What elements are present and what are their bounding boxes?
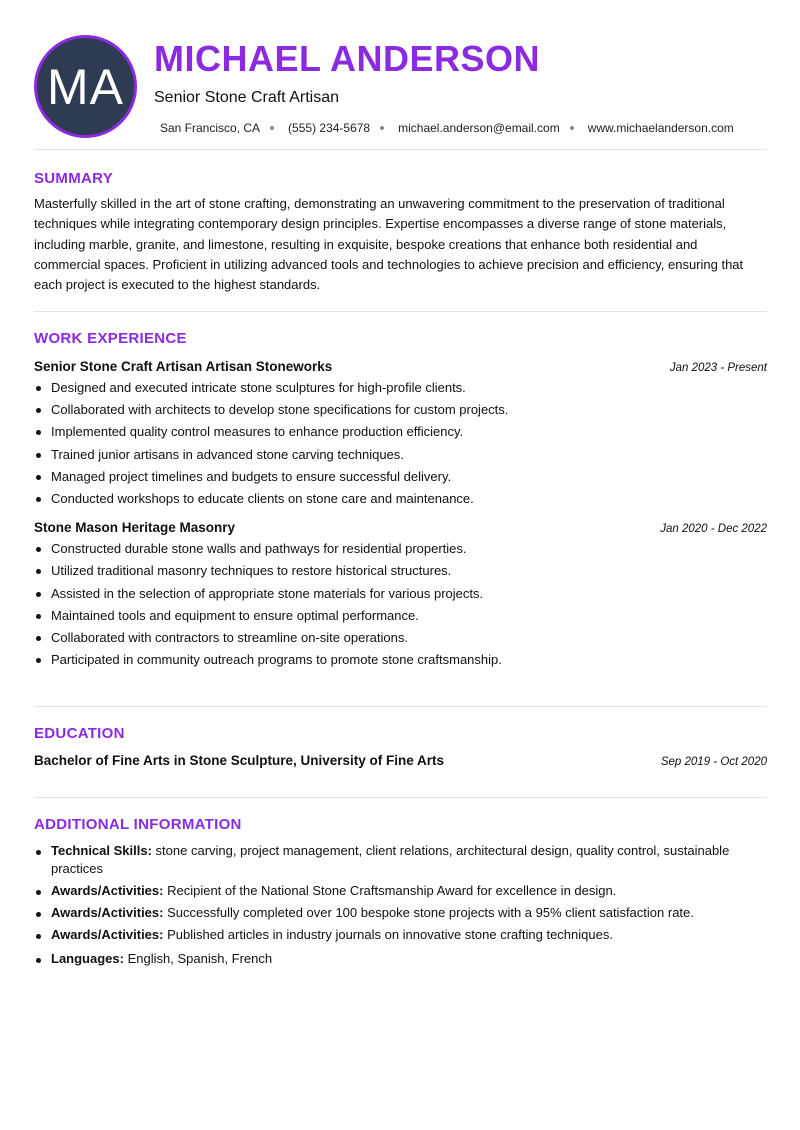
list-item: Maintained tools and equipment to ensure optimal performance. — [34, 605, 767, 627]
list-item: Constructed durable stone walls and pathways for residential properties. — [34, 538, 767, 560]
candidate-name: MICHAEL ANDERSON — [154, 38, 541, 79]
list-item: Languages: English, Spanish, French — [34, 950, 767, 968]
contact-info — [160, 121, 734, 135]
resume-header — [34, 0, 767, 150]
list-item: Collaborated with contractors to streamline on-site operations. — [34, 627, 767, 649]
additional-information-section — [34, 798, 767, 968]
degree: Bachelor of Fine Arts in Stone Sculpture, University of Fine Arts — [34, 753, 445, 768]
education-date: Sep 2019 - Oct 2020 — [660, 756, 767, 768]
list-item: Assisted in the selection of appropriate stone materials for various projects. — [34, 583, 767, 605]
separator-dot — [270, 126, 274, 130]
work-experience-section — [34, 312, 767, 707]
section-heading: ADDITIONAL INFORMATION — [34, 816, 242, 833]
resume-page — [34, 0, 767, 1130]
job-entry — [34, 359, 767, 510]
section-heading: EDUCATION — [34, 725, 125, 742]
list-item: Awards/Activities: Recipient of the National Stone Craftsmanship Award for excellence in design. — [34, 882, 767, 900]
list-item: Technical Skills: stone carving, project management, client relations, architectural design, quality control, sustainable practices — [34, 842, 767, 878]
list-item: Managed project timelines and budgets to ensure successful delivery. — [34, 466, 767, 488]
section-heading: WORK EXPERIENCE — [34, 330, 187, 347]
job-date: Jan 2020 - Dec 2022 — [660, 523, 767, 536]
avatar-initials: MA — [47, 58, 124, 115]
separator-dot — [570, 126, 574, 130]
contact-email[interactable]: michael.anderson@email.com — [398, 121, 560, 135]
contact-location: San Francisco, CA — [160, 121, 261, 135]
list-item: Awards/Activities: Published articles in industry journals on innovative stone crafting techniques. — [34, 926, 767, 944]
list-item: Trained junior artisans in advanced stone carving techniques. — [34, 444, 767, 466]
job-role: Stone Mason Heritage Masonry — [34, 520, 236, 536]
summary-text: Masterfully skilled in the art of stone crafting, demonstrating an unwavering commitment to the preservation of traditional techniques while integrating contemporary design principles. Expertise encompasses a diverse range of stone materials, including marble, granite, and limestone, resulting in exquisite, bespoke creations that enhance both residential and commercial spaces. Proficient in utilizing advanced tools and technologies to achieve precision and efficiency, ensuring that each project is executed to the highest standards. — [34, 196, 744, 293]
avatar — [34, 35, 137, 138]
education-section — [34, 707, 767, 798]
contact-website[interactable]: www.michaelanderson.com — [587, 121, 734, 135]
job-entry — [34, 520, 767, 671]
list-item: Designed and executed intricate stone sculptures for high-profile clients. — [34, 377, 767, 399]
candidate-title: Senior Stone Craft Artisan — [154, 89, 339, 106]
job-role: Senior Stone Craft Artisan Artisan Stoneworks — [34, 359, 333, 374]
list-item: Awards/Activities: Successfully completed over 100 bespoke stone projects with a 95% client satisfaction rate. — [34, 904, 767, 922]
list-item: Implemented quality control measures to enhance production efficiency. — [34, 421, 767, 443]
job-date: Jan 2023 - Present — [669, 362, 767, 374]
separator-dot — [380, 126, 384, 130]
list-item: Participated in community outreach programs to promote stone craftsmanship. — [34, 649, 767, 671]
summary-section — [34, 150, 767, 312]
list-item: Collaborated with architects to develop stone specifications for custom projects. — [34, 399, 767, 421]
contact-phone: (555) 234-5678 — [288, 121, 371, 135]
list-item: Utilized traditional masonry techniques to restore historical structures. — [34, 560, 767, 582]
list-item: Conducted workshops to educate clients on stone care and maintenance. — [34, 488, 767, 510]
section-heading: SUMMARY — [34, 170, 114, 187]
